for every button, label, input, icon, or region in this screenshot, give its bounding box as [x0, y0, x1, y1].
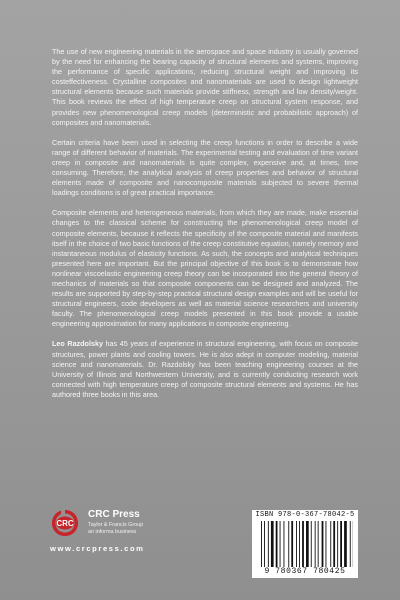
author-bio — [52, 339, 358, 400]
isbn-text: ISBN 978-0-367-78042-5 — [255, 511, 355, 519]
barcode — [252, 510, 358, 578]
publisher-name: CRC Press — [88, 509, 140, 520]
publisher-url: www.crcpress.com — [50, 544, 145, 553]
blurb-paragraph-1: The use of new engineering materials in the aerospace and space industry is usually governed by the need for enhancing the bearing capacity of structural elements and systems, improving the performance of specific applications, reducing structural weight and improving its costeffectiveness. Crystalline composites and nanomaterials are used to design lightweight structural elements because such materials provide stiffness, strength and low density/weight. This book reviews the effect of high temperature creep on structural system response, and provides new phenomenological creep models (deterministic and probabilistic approach) of composites and nanomaterials. — [52, 47, 358, 127]
crc-logo-icon — [50, 508, 80, 538]
author-bio-text: has 45 years of experience in structural engineering, with focus on composite structures, power plants and cooling towers. He is also adept in computer modeling, material science and nanomaterials. Dr. Razdolsky has been teaching engineering courses at the University of Illinois and Northwestern University, and is currently conducting research work connected with high temperature creep of composite structural elements and systems. He has authored three books in this area. — [52, 339, 359, 399]
logo-text: CRC — [56, 519, 74, 528]
ean-number: 9 780367 780425 — [264, 567, 346, 576]
blurb-paragraph-3: Composite elements and heterogeneous materials, from which they are made, make essential changes to the classical scheme for constructing the phenomenological creep model of composite elements, because it reflects the specificity of the composite material and manifests itself in the choice of two basic functions of the creep constitutive equation, namely memory and instantaneous modulus of elasticity functions. As such, the concepts and analytical techniques presented here are important. But the principal objective of this book is to demonstrate how nonlinear viscoelastic engineering creep theory can be incorporated into the general theory of mechanics of materials so that composite components can be designed and analyzed. The results are supported by step-by-step practical structural design examples and will be useful for structural engineers, code developers as well as material science researchers and university faculty. The phenomenological creep models presented in this book provide a usable engineering approximation for many applications in composite engineering. — [52, 208, 358, 329]
publisher-block — [50, 508, 230, 578]
blurb-text — [52, 47, 358, 410]
author-name: Leo Razdolsky — [52, 339, 103, 349]
publisher-group: Taylor & Francis Group — [88, 522, 144, 528]
publisher-division: an informa business — [88, 529, 137, 535]
barcode-bars-icon — [261, 521, 353, 567]
blurb-paragraph-2: Certain criteria have been used in selecting the creep functions in order to describe a wide range of different behavior of materials. The experimental testing and evaluation of time variant creep in composite and nanomaterials is quite complex, expensive and, at times, time consuming. Therefore, the analytical analysis of creep properties and behavior of structural elements made of composite and nanocomposite materials subjected to severe thermal loadings conditions is of great practical importance. — [52, 137, 358, 198]
